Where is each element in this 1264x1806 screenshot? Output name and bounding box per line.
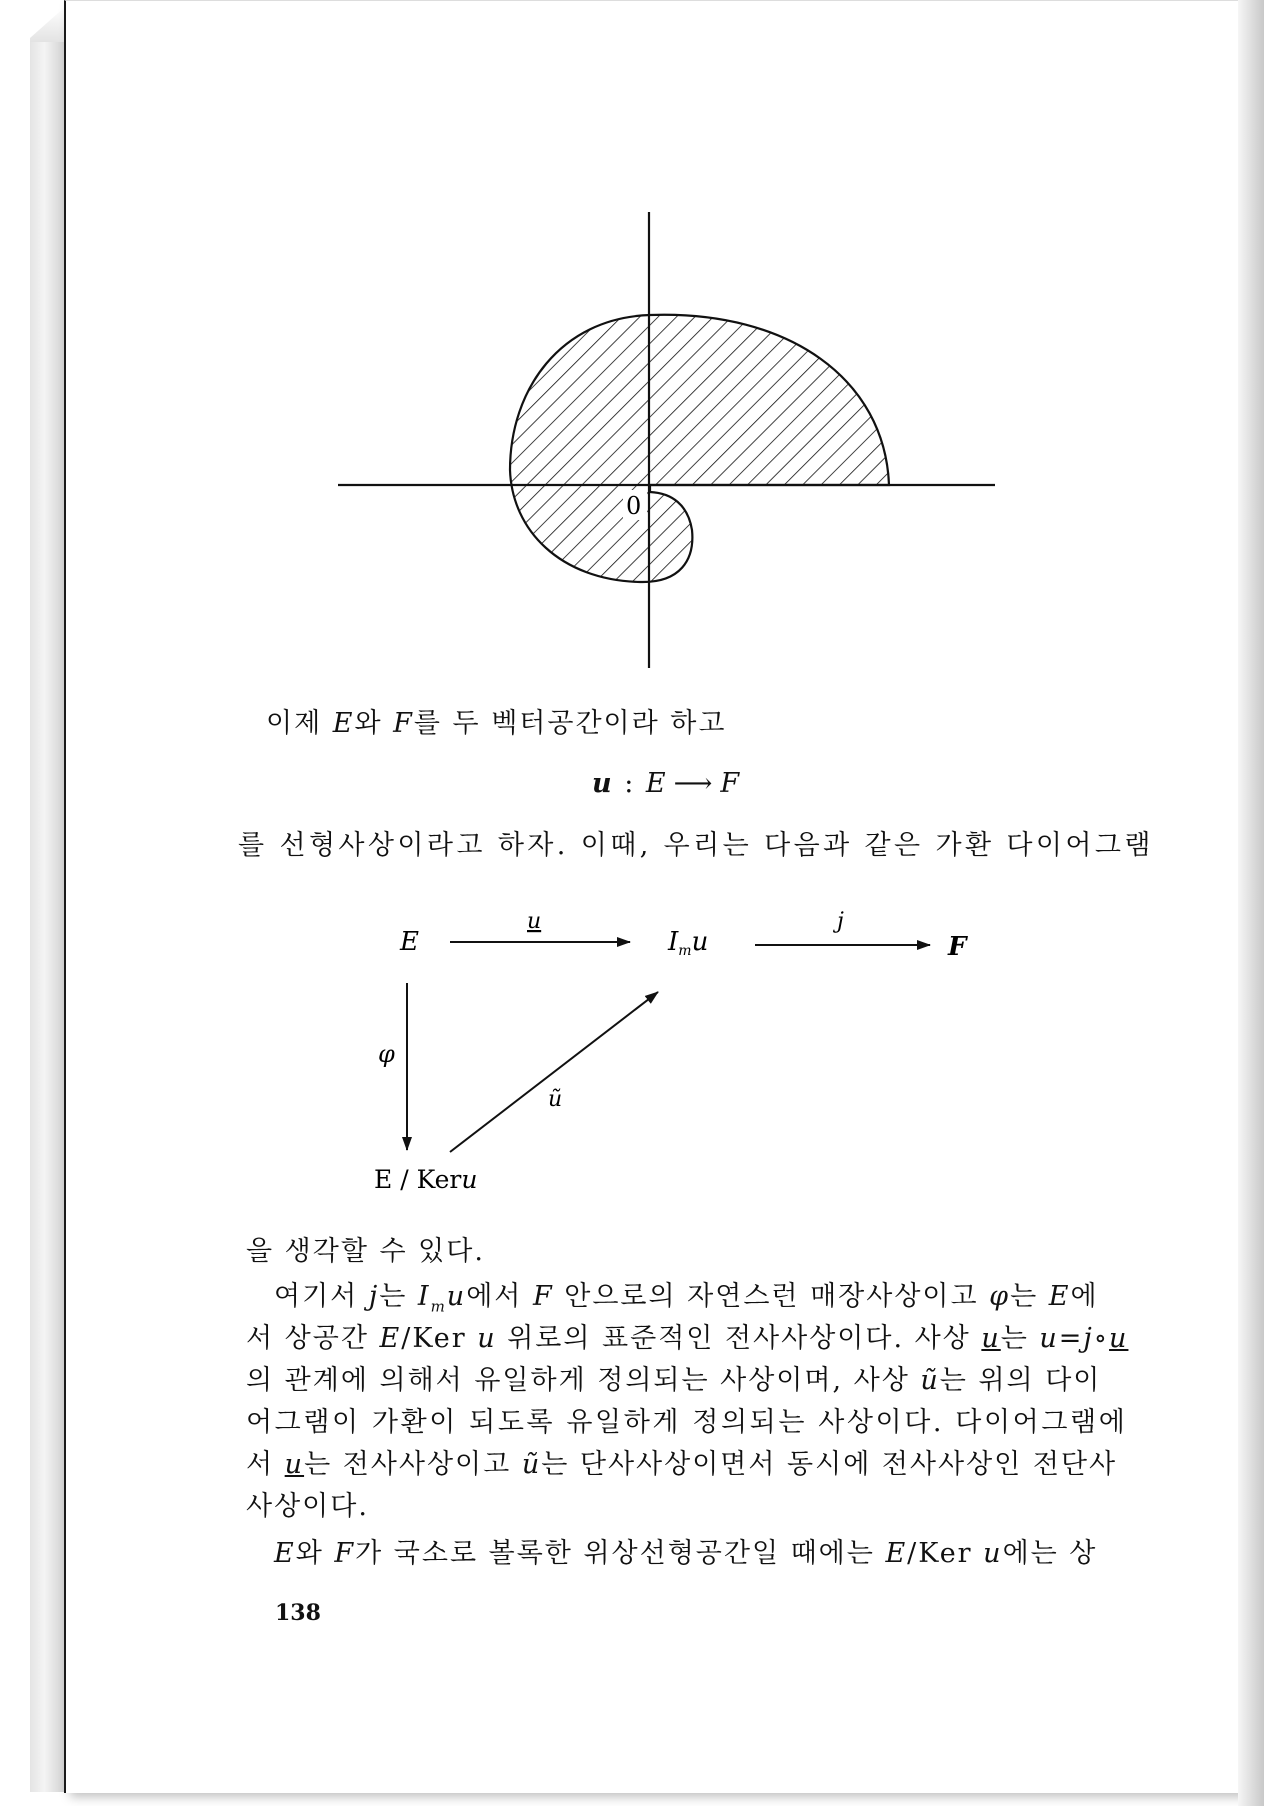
var-I: I [417,1281,431,1312]
para4-line6: 사상이다. [246,1491,369,1522]
spiral-figure [330,205,1010,675]
para2: 를 선형사상이라고 하자. 이때, 우리는 다음과 같은 가환 다이어그램 [238,830,1154,861]
label-phi: φ [378,1040,395,1068]
text: 위로의 표준적인 전사사상이다. 사상 [496,1323,982,1354]
text: 는 [1000,1323,1040,1354]
text: 가 국소로 볼록한 위상선형공간일 때에는 [355,1538,886,1569]
text: 는 단사사상이면서 동시에 전사사상인 전단사 [541,1449,1118,1480]
var-F: F [393,708,414,739]
arrow-u-tilde [450,992,658,1152]
var-u-underlined: u [981,1323,1001,1354]
node-Imu [667,927,708,959]
var-E: E [645,768,668,799]
text: 와 [295,1538,335,1569]
node-F: F [948,932,967,962]
page-edge [1238,0,1264,1806]
text: /Ker [907,1538,984,1569]
equation: u=j∘ [1039,1323,1110,1354]
var-u: u [446,1281,467,1312]
var-u: u [983,1538,1003,1569]
var-E: E [379,1323,402,1354]
node-Imu-I: I [668,927,679,957]
var-E: E [332,708,355,739]
var-j: j [368,1281,380,1312]
label-u-underlined: u [527,909,542,934]
var-E: E [274,1538,296,1569]
text: 는 [1010,1281,1049,1312]
node-Imu-sub: m [678,943,692,959]
book-spine [30,42,66,1792]
var-F: F [334,1538,356,1569]
text: 는 위의 다이 [939,1365,1102,1396]
var-phi: φ [989,1281,1011,1312]
text: 서 상공간 [246,1323,380,1354]
node-E-Ker: E / Ker [374,1165,462,1194]
text: 서 [246,1449,285,1480]
page-number: 138 [275,1600,321,1626]
para4-line3 [246,1367,1101,1394]
para1 [266,710,726,737]
text: 의 관계에 의해서 유일하게 정의되는 사상이며, 사상 [246,1365,921,1396]
var-u-underlined: u [284,1449,305,1480]
var-u-tilde: ũ [920,1365,940,1396]
text: 는 전사사상이고 [304,1449,522,1480]
var-u-underlined: u [1109,1323,1129,1354]
var-u-tilde: ũ [521,1449,542,1480]
text: 안으로의 자연스런 매장사상이고 [553,1281,990,1312]
para1-text: 이제 [266,708,333,739]
text: 에서 [466,1281,533,1312]
map-formula [592,770,741,797]
node-E: E [400,927,419,957]
label-j: j [837,909,844,934]
text: 여기서 [274,1281,369,1312]
text: 는 [379,1281,418,1312]
var-E: E [1048,1281,1071,1312]
sub-m: m [430,1297,447,1316]
label-u-tilde: ũ [548,1087,563,1112]
para1-text: 와 [354,708,394,739]
text: 에는 상 [1002,1538,1098,1569]
spiral-region [510,315,889,582]
para4-line4: 어그램이 가환이 되도록 유일하게 정의되는 사상이다. 다이어그램에 [246,1407,1128,1438]
long-arrow-icon: ⟶ [673,768,715,799]
para4-line5 [246,1451,1117,1478]
colon: : [613,768,646,799]
para4-line2 [246,1325,1128,1352]
var-F: F [532,1281,554,1312]
para5 [274,1540,1097,1567]
para4-line1 [274,1283,1099,1314]
var-u: u [477,1323,497,1354]
var-F: F [720,768,742,799]
node-Imu-u: u [691,927,709,957]
para3: 을 생각할 수 있다. [246,1236,485,1267]
commutative-diagram [360,900,1000,1200]
para1-text: 를 두 벡터공간이라 하고 [413,708,727,739]
book-spine-top [30,6,66,46]
node-Ker-u: u [461,1165,478,1194]
node-E-Ker-u [374,1165,477,1194]
text: /Ker [401,1323,478,1354]
var-E: E [885,1538,908,1569]
origin-label: 0 [626,492,642,520]
var-u: u [592,768,614,799]
text: 에 [1070,1281,1099,1312]
